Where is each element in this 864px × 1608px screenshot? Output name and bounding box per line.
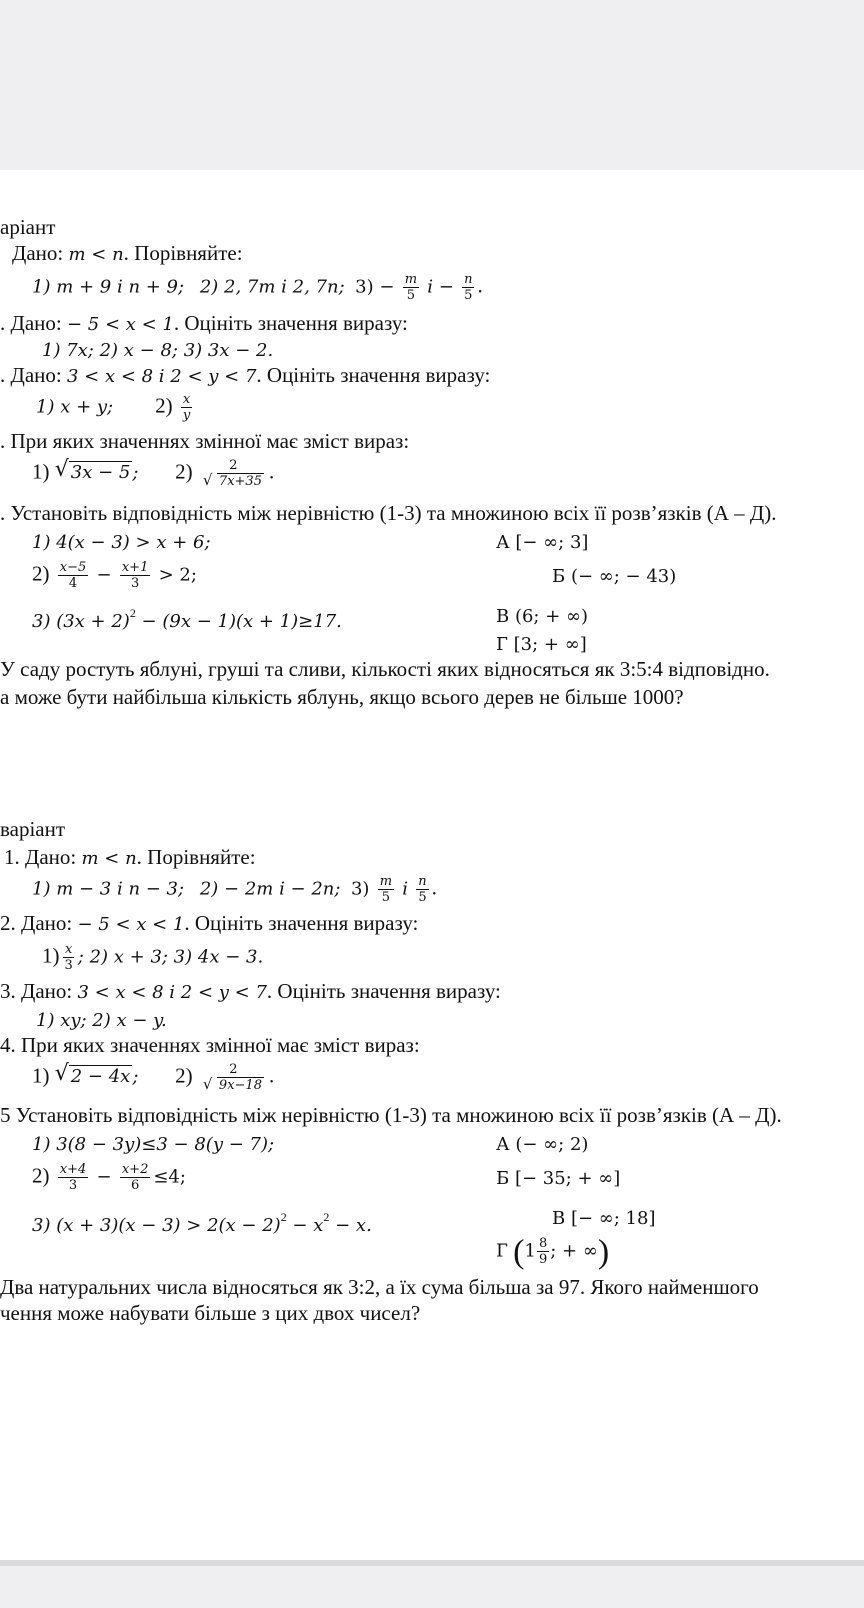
v2-answer-V: В [− ∞; 18] (552, 1208, 656, 1229)
v2-task-1-items: 1) m − 3 і n − 3; 2) − 2m і − 2n; 3) $\frac{m}{5}$ і $\frac{n}{5}$ . (32, 874, 437, 905)
worksheet-page (0, 170, 864, 1566)
variant-2-title: варіант (0, 817, 66, 841)
v2-task-5: 5 Установіть відповідність між нерівністю (1-3) та множиною всіх її розв’язків (А – Д). (0, 1103, 782, 1127)
v1-task-3: . Дано: 3 < x < 8 і 2 < y < 7. Оцініть значення виразу: (0, 363, 491, 387)
v1-task-5-eq2: 2) $\frac{x-5}{4}$ − $\frac{x+1}{3}$ > 2; (32, 560, 197, 591)
v1-answer-B: Б (− ∞; − 43) (552, 566, 677, 587)
v2-task-4-items: 1) √ 2 − 4x ; 2) 2 √ 9x−18 . (32, 1061, 275, 1093)
v2-task-1: 1. Дано: m < n. Порівняйте: (4, 845, 256, 869)
v2-task-3: 3. Дано: 3 < x < 8 і 2 < y < 7. Оцініть значення виразу: (0, 979, 501, 1003)
v2-task-2-items: 1) $\frac{x}{3}$ ; 2) x + 3; 3) 4x − 3. (42, 942, 264, 973)
sqrt-expression: √ 3x − 5 (54, 457, 131, 484)
v1-task-4-items: 1) √ 3x − 5 ; 2) 2 √ 7x+35 . (32, 457, 275, 489)
v1-task-2: . Дано: − 5 < x < 1. Оцініть значення виразу: (0, 311, 408, 335)
v1-task-5-eq3: 3) $(3x + 2)^2 - (9x - 1)(x + 1)\ge 17$. (32, 606, 342, 632)
v2-answer-B: Б [− 35; + ∞] (496, 1168, 621, 1189)
v2-task-4: 4. При яких значеннях змінної має зміст вираз: (0, 1033, 420, 1057)
v2-task-5-eq1: 1) 3(8 − 3y)≤3 − 8(y − 7); (32, 1134, 275, 1155)
fraction: $\frac{x}{y}$ (182, 392, 191, 423)
v1-answer-G: Г [3; + ∞] (496, 634, 587, 655)
variant-1-title: аріант (0, 215, 56, 239)
v1-answer-A: А [− ∞; 3] (496, 532, 589, 553)
v1-task-3-items: 1) x + y; 2) $\frac{x}{y}$ (36, 392, 191, 423)
v1-task-4: . При яких значеннях змінної має зміст вираз: (0, 429, 410, 453)
v1-task-6-line-2: а може бути найбільша кількість яблунь, якщо всього дерев не більше 1000? (0, 685, 684, 709)
v1-task-1-items: 1) m + 9 і n + 9; 2) 2, 7m і 2, 7n; 3) − $\frac{m}{5}$ і − $\frac{n}{5}$ . (32, 272, 483, 303)
fraction: $\frac{n}{5}$ (464, 272, 473, 303)
fraction: $\frac{m}{5}$ (404, 272, 418, 303)
sqrt-expression: √ 2 − 4x (54, 1061, 131, 1088)
v1-task-5-eq1: 1) 4(x − 3) > x + 6; (32, 532, 211, 553)
v2-task-3-items: 1) xy; 2) x − y. (36, 1010, 167, 1031)
v2-task-6-line-2: чення може набувати більше з цих двох чисел? (0, 1301, 421, 1325)
v2-answer-G: Г (1 $\frac{8}{9}$ ; + ∞) (496, 1233, 610, 1271)
fraction: 2 √ 7x+35 (202, 458, 262, 489)
v2-task-2: 2. Дано: − 5 < x < 1. Оцініть значення виразу: (0, 911, 419, 935)
v2-task-5-eq3: 3) $(x + 3)(x - 3) > 2(x - 2)^2 - x^2 - x$. (32, 1210, 372, 1236)
v1-task-1: Дано: m < n. Порівняйте: (12, 241, 243, 265)
v1-task-6-line-1: У саду ростуть яблуні, груші та сливи, кількості яких відносяться як 3:5:4 відповідно. (0, 657, 770, 681)
v2-answer-A: А (− ∞; 2) (496, 1134, 589, 1155)
v2-task-6-line-1: Два натуральних числа відносяться як 3:2, а їх сума більша за 97. Якого найменшого (0, 1275, 759, 1299)
v2-task-5-eq2: 2) $\frac{x+4}{3}$ − $\frac{x+2}{6}$ ≤4; (32, 1162, 186, 1193)
v1-answer-V: В (6; + ∞) (496, 606, 589, 627)
v1-task-5: . Установіть відповідність між нерівністю (1-3) та множиною всіх її розв’язків (А – Д). (0, 501, 777, 525)
v1-task-2-items: 1) 7x; 2) x − 8; 3) 3x − 2. (42, 340, 274, 361)
